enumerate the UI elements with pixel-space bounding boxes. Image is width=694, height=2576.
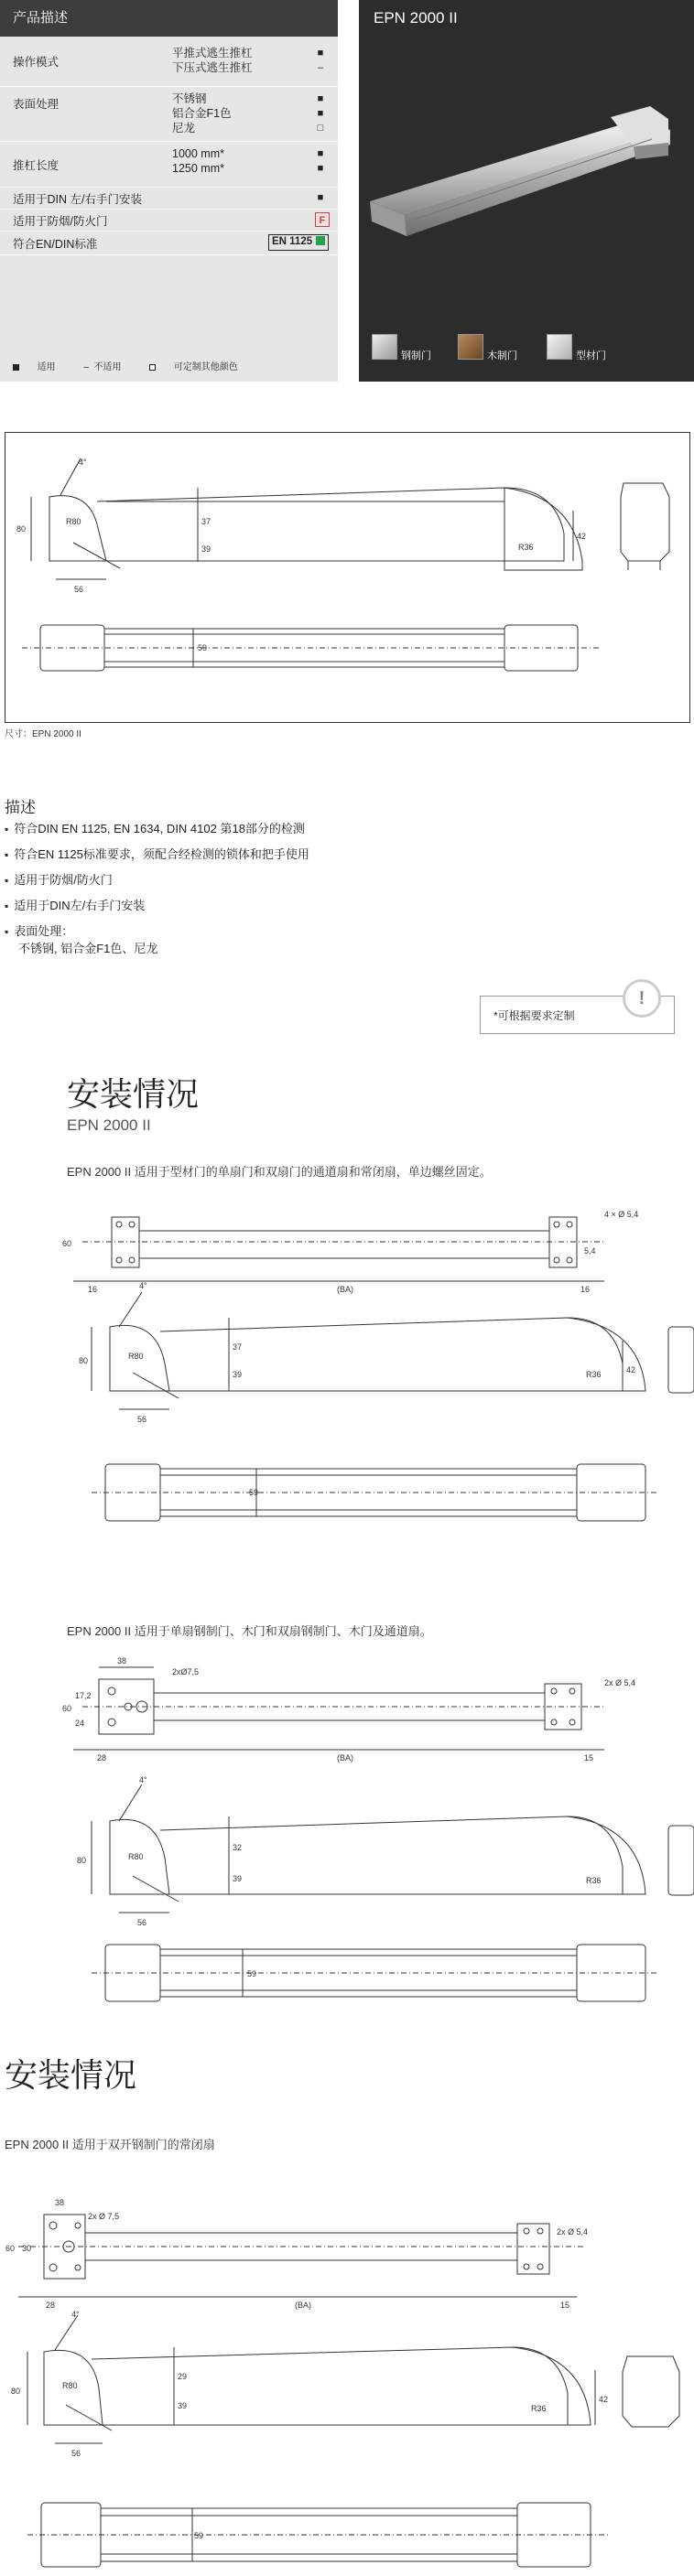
dim-39: 39	[178, 2401, 188, 2410]
steel-door-icon	[372, 334, 397, 360]
dim-28: 28	[46, 2301, 56, 2310]
spec-label: 推杠长度	[13, 159, 60, 172]
spec-value: 平推式逃生推杠 下压式逃生推杠	[172, 47, 253, 74]
dim-h60: 60	[5, 2244, 16, 2253]
install-drawing-3	[0, 2160, 694, 2576]
dim-ba: (BA)	[295, 2301, 311, 2310]
spec-row-din-hand	[0, 187, 338, 210]
spec-label: 表面处理	[13, 98, 60, 111]
product-title: EPN 2000 II	[374, 9, 458, 27]
spec-legend	[13, 359, 264, 372]
description-item: ▪ 符合EN 1125标准要求，须配合经检测的锁体和把手使用	[5, 842, 682, 868]
spec-marks: ■ –	[317, 48, 324, 73]
spec-label: 适用于防烟/防火门	[13, 215, 108, 228]
description-item: ▪ 表面处理：	[5, 919, 682, 944]
dim-59: 59	[249, 1488, 259, 1497]
hollow-square-icon	[149, 364, 156, 371]
spec-row-length	[0, 141, 338, 188]
dim-angle: 4°	[139, 1281, 147, 1290]
dim-37: 37	[201, 517, 211, 526]
spec-value: 不锈钢 铝合金F1色 尼龙	[172, 92, 232, 135]
dim-w56: 56	[137, 1918, 147, 1927]
legend-custom-color: 可定制其他颜色	[149, 362, 251, 372]
dim-r80: R80	[62, 2381, 78, 2390]
description-finishes: 不锈钢, 铝合金F1色、尼龙	[18, 942, 158, 955]
dim-32: 32	[233, 1843, 243, 1852]
dim-r36: R36	[586, 1876, 602, 1885]
dim-37: 37	[233, 1342, 243, 1352]
warning-icon: !	[623, 979, 661, 1018]
panic-bar-photo	[359, 82, 694, 302]
dim-h60: 60	[62, 1704, 72, 1713]
dim-h80: 80	[79, 1356, 89, 1365]
description-title: 描述	[5, 799, 36, 816]
spec-row-operation	[0, 37, 338, 87]
fire-rating-badge: F	[315, 212, 330, 227]
dim-59: 59	[194, 2531, 204, 2540]
dim-59: 59	[247, 1969, 257, 1978]
install-title-2: 安装情况	[5, 2056, 137, 2094]
dimension-caption: 尺寸：EPN 2000 II	[5, 729, 81, 739]
dim-30: 30	[22, 2244, 32, 2253]
dim-15: 15	[560, 2301, 570, 2310]
product-spec-panel	[0, 0, 338, 382]
dim-38: 38	[55, 2198, 65, 2207]
description-list	[5, 816, 682, 944]
install-text-3: EPN 2000 II 适用于双开钢制门的常闭扇	[5, 2138, 215, 2151]
dim-radius: R80	[66, 517, 81, 526]
dim-29: 29	[178, 2372, 188, 2381]
install-title-1: 安装情况	[67, 1075, 200, 1113]
dim-28: 28	[97, 1753, 107, 1762]
spec-marks: ■	[317, 192, 324, 203]
dim-r36: R36	[518, 543, 534, 552]
dim-ba: (BA)	[337, 1285, 353, 1294]
dim-r36: R36	[531, 2404, 547, 2413]
dim-h80: 80	[11, 2387, 21, 2396]
dim-sp: 5,4	[584, 1246, 596, 1256]
dim-ba: (BA)	[337, 1753, 353, 1762]
filled-square-icon	[13, 364, 19, 371]
install-drawing-2	[55, 1647, 694, 2022]
dim-width: 56	[74, 585, 84, 594]
dim-38: 38	[117, 1656, 127, 1665]
en1125-badge: EN 1125	[268, 234, 329, 251]
spec-label: 操作模式	[13, 56, 60, 69]
spec-row-finish	[0, 86, 338, 142]
install-drawing-1	[55, 1190, 694, 1537]
wood-door-icon	[458, 334, 483, 360]
spec-label: 适用于DIN 左/右手门安装	[13, 193, 142, 206]
spec-header: 产品描述	[0, 0, 338, 37]
dim-h60: 60	[62, 1239, 72, 1248]
dim-24: 24	[75, 1719, 85, 1728]
dim-angle: 4°	[79, 458, 87, 467]
spec-value: 1000 mm* 1250 mm*	[172, 147, 224, 175]
dim-r80: R80	[128, 1852, 144, 1861]
dim-59: 59	[198, 643, 208, 652]
dim-42: 42	[577, 532, 587, 541]
dim-height: 80	[16, 524, 27, 534]
description-item: ▪ 适用于DIN左/右手门安装	[5, 893, 682, 919]
custom-note-text: *可根据要求定制	[493, 1009, 575, 1022]
dim-w56: 56	[71, 2449, 81, 2458]
dim-15: 15	[584, 1753, 594, 1762]
dim-holes-54: 2x Ø 5,4	[604, 1678, 636, 1687]
spec-marks: ■ ■ □	[317, 93, 324, 134]
dim-42: 42	[626, 1365, 636, 1374]
spec-label: 符合EN/DIN标准	[13, 238, 98, 251]
dim-holes-75: 2x Ø 7,5	[88, 2212, 120, 2221]
legend-not-applicable: – 不适用	[83, 362, 122, 372]
dim-r80: R80	[128, 1352, 144, 1361]
dimension-drawing-svg	[5, 433, 689, 722]
dim-42: 42	[599, 2395, 609, 2404]
description-item: ▪ 适用于防烟/防火门	[5, 868, 682, 893]
dim-holes-54: 2x Ø 5,4	[557, 2227, 589, 2236]
dim-l1: 16	[88, 1285, 98, 1294]
dimension-drawing	[5, 432, 690, 723]
spec-row-standard	[0, 231, 338, 255]
dim-r36: R36	[586, 1370, 602, 1379]
dim-39: 39	[233, 1874, 243, 1883]
product-photo-panel: EPN 2000 II 钢制门 木制门 型材门	[359, 0, 694, 382]
install-text-2: EPN 2000 II 适用于单扇钢制门、木门和双扇钢制门、木门及通道扇。	[67, 1624, 432, 1638]
dim-holes-75: 2xØ7,5	[172, 1667, 200, 1676]
green-check-icon	[316, 236, 325, 245]
legend-applicable: 适用	[13, 362, 69, 372]
dim-h80: 80	[77, 1856, 87, 1865]
description-item: ▪ 符合DIN EN 1125, EN 1634, DIN 4102 第18部分的检测	[5, 816, 682, 842]
dim-17: 17,2	[75, 1691, 92, 1700]
spec-marks: ■ ■	[317, 148, 324, 174]
dim-39: 39	[201, 544, 211, 554]
spec-row-fire-door	[0, 209, 338, 232]
dim-angle: 4°	[139, 1775, 147, 1784]
profile-door-icon	[547, 334, 572, 360]
dim-39: 39	[233, 1370, 243, 1379]
dim-holes: 4 × Ø 5,4	[604, 1210, 639, 1219]
install-text-1: EPN 2000 II 适用于型材门的单扇门和双扇门的通道扇和常闭扇，单边螺丝固定。	[67, 1165, 492, 1179]
dim-angle: 4°	[71, 2310, 80, 2319]
install-subtitle: EPN 2000 II	[67, 1116, 151, 1134]
dim-l2: 16	[580, 1285, 591, 1294]
dim-w56: 56	[137, 1415, 147, 1424]
